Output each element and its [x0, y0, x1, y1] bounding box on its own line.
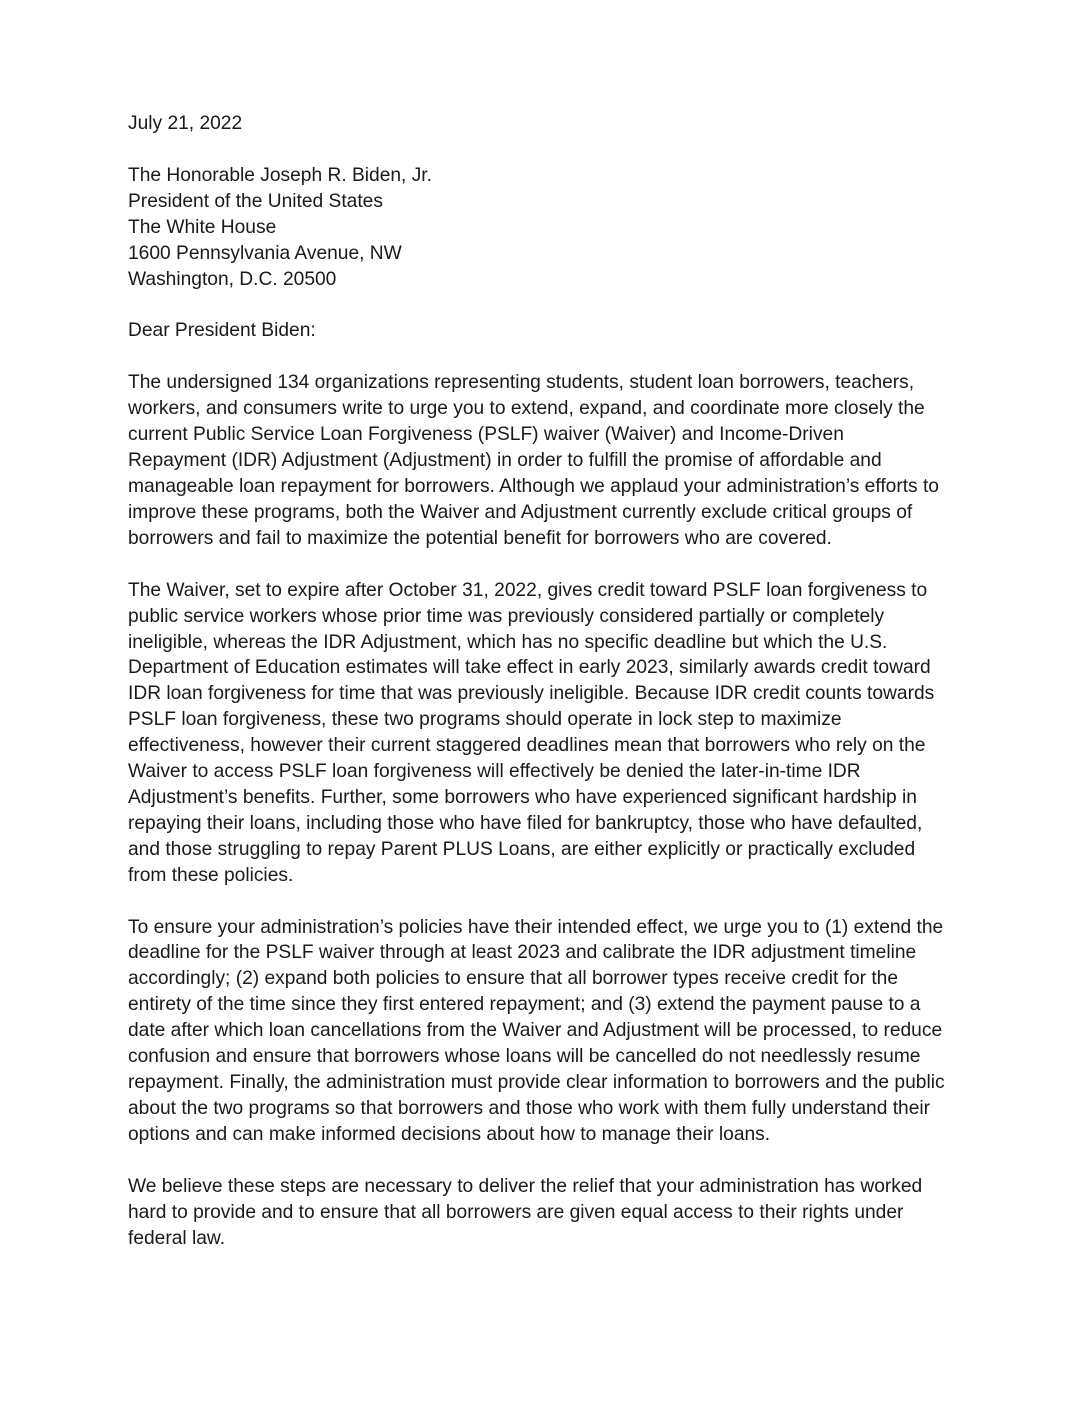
paragraph-requests	[128, 915, 958, 1148]
paragraph-line: Repayment (IDR) Adjustment (Adjustment) in order to fulfill the promise of affordable and	[128, 450, 882, 472]
paragraph-line: deadline for the PSLF waiver through at least 2023 and calibrate the IDR adjustment timeline	[128, 942, 917, 964]
paragraph-line: borrowers and fail to maximize the potential benefit for borrowers who are covered.	[128, 527, 832, 549]
paragraph-line: PSLF loan forgiveness, these two programs should operate in lock step to maximize	[128, 709, 842, 731]
paragraph-line: Adjustment’s benefits. Further, some borrowers who have experienced significant hardship in	[128, 786, 917, 808]
paragraph-line: date after which loan cancellations from the Waiver and Adjustment will be processed, to reduce	[128, 1020, 943, 1042]
letter-date: July 21, 2022	[128, 113, 243, 134]
paragraph-line: options and can make informed decisions about how to manage their loans.	[128, 1123, 771, 1145]
paragraph-line: and those struggling to repay Parent PLUS Loans, are either explicitly or practically excluded	[128, 838, 916, 860]
paragraph-line: Department of Education estimates will take effect in early 2023, similarly awards credit toward	[128, 657, 931, 679]
paragraph-line: manageable loan repayment for borrowers. Although we applaud your administration’s efforts to	[128, 475, 939, 497]
paragraph-line: accordingly; (2) expand both policies to ensure that all borrower types receive credit for the	[128, 968, 899, 990]
paragraph-line: IDR loan forgiveness for time that was previously ineligible. Because IDR credit counts towards	[128, 683, 935, 705]
paragraph-line: effectiveness, however their current staggered deadlines mean that borrowers who rely on the	[128, 735, 926, 757]
address-line: The White House	[128, 216, 277, 238]
recipient-address	[128, 163, 958, 293]
paragraph-waiver	[128, 578, 958, 889]
paragraph-line: The undersigned 134 organizations representing students, student loan borrowers, teachers,	[128, 372, 915, 394]
paragraph-line: repaying their loans, including those who have filed for bankruptcy, those who have defaulted,	[128, 812, 923, 834]
salutation: Dear President Biden:	[128, 320, 316, 342]
paragraph-intro	[128, 370, 958, 551]
address-line: The Honorable Joseph R. Biden, Jr.	[128, 164, 432, 186]
paragraph-line: repayment. Finally, the administration must provide clear information to borrowers and the public	[128, 1072, 945, 1093]
paragraph-line: The Waiver, set to expire after October 31, 2022, gives credit toward PSLF loan forgiveness to	[128, 579, 928, 601]
letter-body	[128, 111, 958, 1251]
paragraph-line: Waiver to access PSLF loan forgiveness will effectively be denied the later-in-time IDR	[128, 761, 861, 783]
paragraph-line: workers, and consumers write to urge you to extend, expand, and coordinate more closely the	[128, 398, 925, 420]
address-line: President of the United States	[128, 190, 383, 212]
paragraph-line: about the two programs so that borrowers and those who work with them fully understand their	[128, 1097, 931, 1119]
paragraph-line: current Public Service Loan Forgiveness (PSLF) waiver (Waiver) and Income-Driven	[128, 424, 844, 446]
paragraph-line: public service workers whose prior time was previously considered partially or completely	[128, 605, 885, 627]
paragraph-line: hard to provide and to ensure that all borrowers are given equal access to their rights under	[128, 1201, 904, 1223]
paragraph-line: from these policies.	[128, 864, 294, 886]
paragraph-line: federal law.	[128, 1227, 226, 1249]
address-line: 1600 Pennsylvania Avenue, NW	[128, 242, 402, 264]
paragraph-line: improve these programs, both the Waiver and Adjustment currently exclude critical groups of	[128, 501, 913, 523]
paragraph-closing	[128, 1174, 958, 1252]
paragraph-line: We believe these steps are necessary to deliver the relief that your administration has worked	[128, 1175, 923, 1197]
paragraph-line: ineligible, whereas the IDR Adjustment, which has no specific deadline but which the U.S.	[128, 631, 888, 653]
paragraph-line: To ensure your administration’s policies have their intended effect, we urge you to (1) extend the	[128, 916, 944, 938]
address-line: Washington, D.C. 20500	[128, 268, 337, 290]
paragraph-line: confusion and ensure that borrowers whose loans will be cancelled do not needlessly resume	[128, 1046, 921, 1068]
paragraph-line: entirety of the time since they first entered repayment; and (3) extend the payment pause to a	[128, 994, 921, 1016]
